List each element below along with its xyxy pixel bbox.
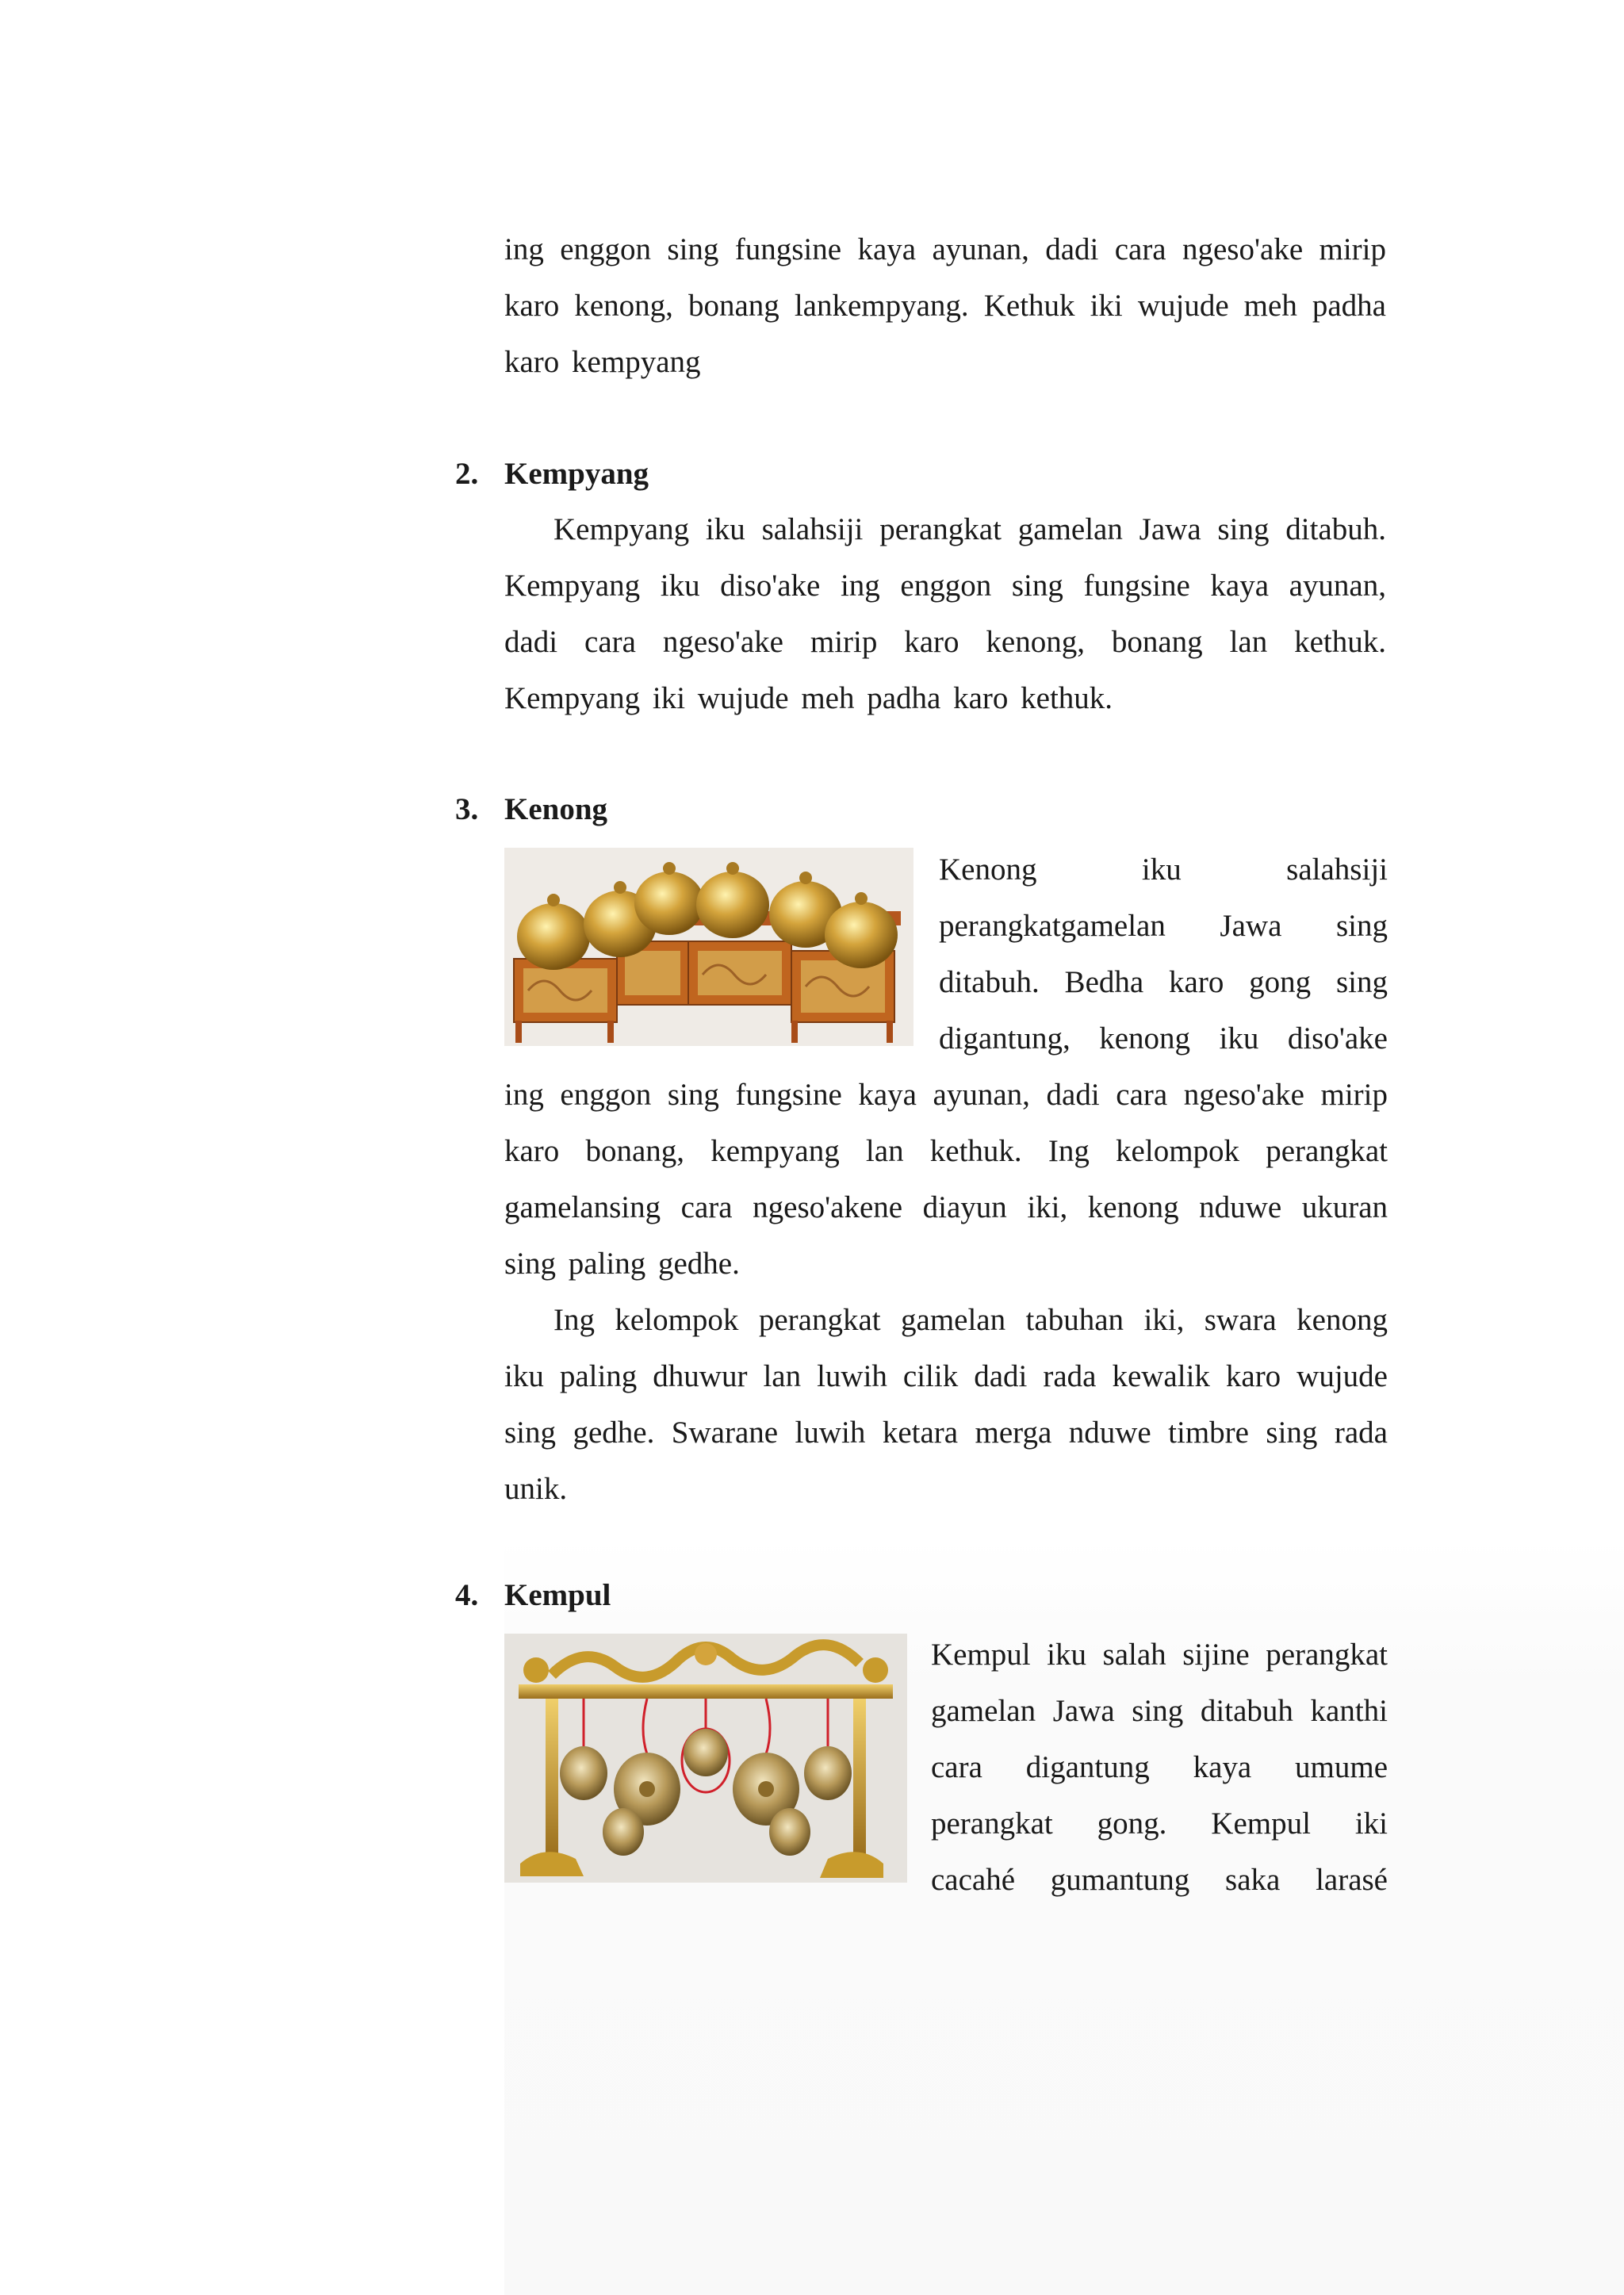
text-line: cara digantung kaya umume — [931, 1750, 1388, 1784]
text-line: karo kempyang — [504, 345, 701, 379]
kenong-side-text — [939, 841, 1388, 1067]
text-line: Ing kelompok perangkat gamelan tabuhan iki, swara kenong — [553, 1303, 1388, 1337]
text-line: perangkatgamelan Jawa sing — [939, 909, 1388, 943]
text-line: ing enggon sing fungsine kaya ayunan, dadi cara ngeso'ake mirip — [504, 1078, 1388, 1112]
text-line: sing paling gedhe. — [504, 1247, 740, 1281]
text-line: karo bonang, kempyang lan kethuk. Ing kelompok perangkat — [504, 1134, 1388, 1168]
text-line: ing enggon sing fungsine kaya ayunan, dadi cara ngeso'ake mirip — [504, 232, 1386, 266]
text-line: dadi cara ngeso'ake mirip karo kenong, bonang lan kethuk. — [504, 625, 1386, 659]
kenong-image — [504, 848, 914, 1046]
text-line: iku paling dhuwur lan luwih cilik dadi rada kewalik karo wujude — [504, 1359, 1388, 1393]
section-number: 2. — [455, 457, 479, 491]
text-line: karo kenong, bonang lankempyang. Kethuk iki wujude meh padha — [504, 289, 1386, 323]
text-line: Kempyang iku salahsiji perangkat gamelan Jawa sing ditabuh. — [553, 512, 1386, 546]
text-line: sing gedhe. Swarane luwih ketara merga nduwe timbre sing rada — [504, 1416, 1388, 1450]
text-line: Kenong iku salahsiji — [939, 852, 1388, 887]
kempyang-paragraph — [504, 501, 1386, 726]
text-line: gamelansing cara ngeso'akene diayun iki, kenong nduwe ukuran — [504, 1190, 1388, 1224]
intro-paragraph — [504, 221, 1386, 390]
text-line: cacahé gumantung saka larasé — [931, 1863, 1388, 1897]
section-number: 3. — [455, 792, 479, 826]
kempul-image — [504, 1634, 907, 1883]
text-line: Kempyang iku diso'ake ing enggon sing fungsine kaya ayunan, — [504, 569, 1386, 603]
text-line: gamelan Jawa sing ditabuh kanthi — [931, 1694, 1388, 1728]
kenong-paragraph — [504, 1067, 1388, 1517]
section-title: Kempul — [504, 1578, 611, 1612]
text-line: Kempyang iki wujude meh padha karo kethuk. — [504, 681, 1113, 715]
text-line: Kempul iku salah sijine perangkat — [931, 1638, 1388, 1672]
section-title: Kenong — [504, 792, 608, 826]
section-number: 4. — [455, 1578, 479, 1612]
text-line: ditabuh. Bedha karo gong sing — [939, 965, 1388, 999]
text-line: perangkat gong. Kempul iki — [931, 1806, 1388, 1841]
text-line: digantung, kenong iku diso'ake — [939, 1021, 1388, 1056]
kempul-side-text — [931, 1626, 1388, 1908]
section-title: Kempyang — [504, 457, 649, 491]
text-line: unik. — [504, 1472, 568, 1506]
